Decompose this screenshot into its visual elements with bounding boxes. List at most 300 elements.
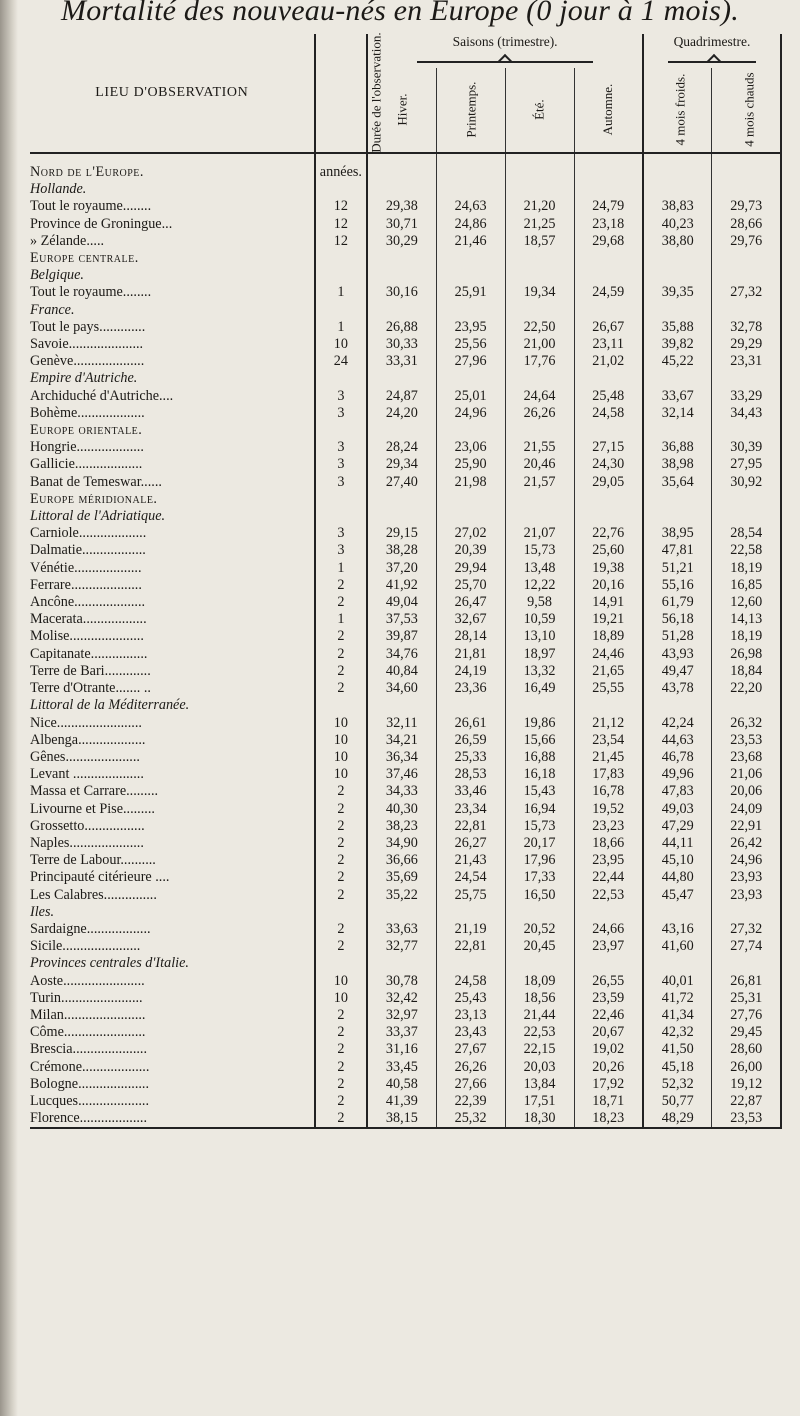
subgroup-row (30, 302, 781, 319)
location-name: Terre de Bari............. (30, 662, 151, 679)
value-cell: 46,78 (643, 749, 712, 766)
subgroup-heading: Empire d'Autriche. (30, 370, 138, 387)
saisons-brace (367, 54, 643, 68)
value-cell: 36,88 (643, 439, 712, 456)
table-row (30, 284, 781, 301)
duration-cell: 24 (315, 353, 368, 370)
location-name: Tout le pays............. (30, 318, 146, 335)
value-cell: 9,58 (505, 594, 574, 611)
value-cell: 32,97 (367, 1007, 436, 1024)
duration-cell: 2 (315, 594, 368, 611)
header-mois-froids-cell (643, 68, 712, 153)
value-cell: 27,95 (712, 456, 781, 473)
value-cell: 22,58 (712, 542, 781, 559)
table-row (30, 818, 781, 835)
table-row (30, 439, 781, 456)
table-row (30, 749, 781, 766)
value-cell: 24,86 (436, 216, 505, 233)
location-name: Genève.................... (30, 353, 145, 370)
value-cell: 23,97 (574, 938, 643, 955)
value-cell: 18,19 (712, 628, 781, 645)
value-cell: 27,32 (712, 284, 781, 301)
value-cell: 16,88 (505, 749, 574, 766)
value-cell: 27,02 (436, 525, 505, 542)
value-cell: 17,51 (505, 1093, 574, 1110)
value-cell: 32,67 (436, 611, 505, 628)
table-row (30, 715, 781, 732)
duration-cell: 2 (315, 577, 368, 594)
value-cell: 19,38 (574, 560, 643, 577)
value-cell: 28,24 (367, 439, 436, 456)
duration-cell: 2 (315, 1093, 368, 1110)
value-cell: 50,77 (643, 1093, 712, 1110)
location-name: Gallicie................... (30, 456, 143, 473)
value-cell: 19,34 (505, 284, 574, 301)
table-row (30, 336, 781, 353)
value-cell: 21,20 (505, 198, 574, 215)
value-cell: 21,46 (436, 233, 505, 250)
value-cell: 30,92 (712, 474, 781, 491)
location-name: Ancône.................... (30, 594, 146, 611)
value-cell: 24,19 (436, 663, 505, 680)
value-cell: 29,05 (574, 474, 643, 491)
header-hiver: Hiver. (394, 93, 410, 126)
table-row (30, 973, 781, 990)
value-cell: 25,56 (436, 336, 505, 353)
subgroup-row (30, 697, 781, 714)
table-row (30, 1110, 781, 1128)
value-cell: 45,10 (643, 852, 712, 869)
table-row (30, 1059, 781, 1076)
value-cell: 25,01 (436, 388, 505, 405)
value-cell: 16,85 (712, 577, 781, 594)
location-name: Milan....................... (30, 1006, 146, 1023)
header-mois-chauds-cell (712, 68, 781, 153)
table-row (30, 1007, 781, 1024)
header-duree-cell (315, 32, 384, 153)
value-cell: 45,47 (643, 887, 712, 904)
value-cell: 33,37 (367, 1024, 436, 1041)
value-cell: 18,30 (505, 1110, 574, 1128)
value-cell: 24,46 (574, 646, 643, 663)
subgroup-row (30, 267, 781, 284)
value-cell: 25,31 (712, 990, 781, 1007)
value-cell: 32,14 (643, 405, 712, 422)
value-cell: 39,87 (367, 628, 436, 645)
value-cell: 15,43 (505, 783, 574, 800)
value-cell: 47,29 (643, 818, 712, 835)
value-cell: 20,06 (712, 783, 781, 800)
location-name: Les Calabres............... (30, 886, 157, 903)
value-cell: 18,57 (505, 233, 574, 250)
value-cell: 18,66 (574, 835, 643, 852)
value-cell: 51,21 (643, 560, 712, 577)
value-cell: 29,76 (712, 233, 781, 250)
duration-cell: 12 (315, 216, 368, 233)
value-cell: 21,06 (712, 766, 781, 783)
value-cell: 40,23 (643, 216, 712, 233)
value-cell: 22,15 (505, 1041, 574, 1058)
location-name: Vénétie................... (30, 559, 142, 576)
value-cell: 15,66 (505, 732, 574, 749)
value-cell: 21,07 (505, 525, 574, 542)
value-cell: 20,03 (505, 1059, 574, 1076)
table-row (30, 646, 781, 663)
table-row (30, 577, 781, 594)
duration-cell: 2 (315, 628, 368, 645)
location-name: » Zélande..... (30, 232, 105, 249)
value-cell: 38,23 (367, 818, 436, 835)
value-cell: 42,32 (643, 1024, 712, 1041)
value-cell: 25,91 (436, 284, 505, 301)
value-cell: 26,81 (712, 973, 781, 990)
value-cell: 49,96 (643, 766, 712, 783)
duration-cell: 2 (315, 783, 368, 800)
header-mois-froids: 4 mois froids. (672, 73, 688, 146)
value-cell: 20,46 (505, 456, 574, 473)
value-cell: 24,30 (574, 456, 643, 473)
value-cell: 23,95 (436, 319, 505, 336)
location-name: Lucques.................... (30, 1092, 150, 1109)
value-cell: 21,98 (436, 474, 505, 491)
table-row (30, 216, 781, 233)
value-cell: 13,48 (505, 560, 574, 577)
value-cell: 32,42 (367, 990, 436, 1007)
value-cell: 19,02 (574, 1041, 643, 1058)
table-row (30, 594, 781, 611)
header-mois-chauds: 4 mois chauds (742, 72, 758, 147)
value-cell: 42,24 (643, 715, 712, 732)
table-row (30, 233, 781, 250)
table-row (30, 835, 781, 852)
value-cell: 24,96 (712, 852, 781, 869)
table-row (30, 1093, 781, 1110)
value-cell: 21,19 (436, 921, 505, 938)
value-cell: 18,56 (505, 990, 574, 1007)
value-cell: 22,39 (436, 1093, 505, 1110)
value-cell: 14,91 (574, 594, 643, 611)
value-cell: 41,50 (643, 1041, 712, 1058)
location-name: Livourne et Pise......... (30, 800, 155, 817)
duration-cell (315, 302, 368, 319)
value-cell: 44,80 (643, 869, 712, 886)
value-cell: 21,12 (574, 715, 643, 732)
value-cell: 20,39 (436, 542, 505, 559)
location-name: Turin....................... (30, 989, 143, 1006)
value-cell: 26,88 (367, 319, 436, 336)
value-cell: 30,71 (367, 216, 436, 233)
value-cell: 23,93 (712, 869, 781, 886)
value-cell: 20,16 (574, 577, 643, 594)
value-cell: 51,28 (643, 628, 712, 645)
duration-cell: 2 (315, 869, 368, 886)
value-cell: 18,19 (712, 560, 781, 577)
value-cell: 25,60 (574, 542, 643, 559)
duration-cell (315, 250, 368, 267)
value-cell: 45,22 (643, 353, 712, 370)
value-cell: 31,16 (367, 1041, 436, 1058)
value-cell: 38,15 (367, 1110, 436, 1128)
table-row (30, 353, 781, 370)
table-row (30, 1076, 781, 1093)
region-heading: Nord de l'Europe. (30, 164, 144, 180)
subgroup-heading: Belgique. (30, 267, 84, 284)
table-row (30, 801, 781, 818)
value-cell: 25,55 (574, 680, 643, 697)
value-cell: 35,64 (643, 474, 712, 491)
duration-cell: 10 (315, 766, 368, 783)
value-cell: 18,97 (505, 646, 574, 663)
value-cell: 21,45 (574, 749, 643, 766)
table-row (30, 887, 781, 904)
value-cell: 10,59 (505, 611, 574, 628)
duration-cell: 2 (315, 938, 368, 955)
value-cell: 30,29 (367, 233, 436, 250)
value-cell: 40,01 (643, 973, 712, 990)
value-cell: 29,73 (712, 198, 781, 215)
value-cell: 32,77 (367, 938, 436, 955)
value-cell: 28,54 (712, 525, 781, 542)
location-name: Gênes..................... (30, 748, 140, 765)
value-cell: 35,22 (367, 887, 436, 904)
region-heading: Europe orientale. (30, 422, 143, 439)
value-cell: 26,00 (712, 1059, 781, 1076)
duration-cell: 12 (315, 233, 368, 250)
value-cell: 33,67 (643, 388, 712, 405)
duration-cell: 3 (315, 474, 368, 491)
location-name: Bologne.................... (30, 1075, 150, 1092)
duration-cell: 2 (315, 1007, 368, 1024)
location-name: Levant .................... (30, 766, 144, 783)
value-cell: 21,02 (574, 353, 643, 370)
value-cell: 20,67 (574, 1024, 643, 1041)
value-cell: 37,20 (367, 560, 436, 577)
value-cell: 19,86 (505, 715, 574, 732)
value-cell: 23,54 (574, 732, 643, 749)
value-cell: 40,84 (367, 663, 436, 680)
location-name: Ferrare.................... (30, 576, 142, 593)
region-row (30, 250, 781, 267)
value-cell: 16,94 (505, 801, 574, 818)
value-cell: 23,13 (436, 1007, 505, 1024)
subgroup-row (30, 955, 781, 972)
value-cell: 13,10 (505, 628, 574, 645)
value-cell: 28,60 (712, 1041, 781, 1058)
table-row (30, 663, 781, 680)
value-cell: 26,59 (436, 732, 505, 749)
region-row (30, 164, 781, 181)
value-cell: 17,96 (505, 852, 574, 869)
value-cell: 26,61 (436, 715, 505, 732)
value-cell: 27,66 (436, 1076, 505, 1093)
table-row (30, 869, 781, 886)
value-cell: 49,04 (367, 594, 436, 611)
duration-cell: 3 (315, 542, 368, 559)
duration-cell (315, 491, 368, 508)
page-title: Mortalité des nouveau-nés en Europe (0 jour à 1 mois). (61, 0, 739, 27)
location-name: Tout le royaume........ (30, 198, 152, 215)
value-cell: 34,60 (367, 680, 436, 697)
duration-cell: 2 (315, 646, 368, 663)
location-name: Savoie..................... (30, 336, 144, 353)
value-cell: 24,58 (436, 973, 505, 990)
value-cell: 33,63 (367, 921, 436, 938)
duration-cell: 2 (315, 1076, 368, 1093)
table-row (30, 732, 781, 749)
duration-cell: 2 (315, 801, 368, 818)
value-cell: 21,00 (505, 336, 574, 353)
value-cell: 21,43 (436, 852, 505, 869)
location-name: Banat de Temeswar...... (30, 473, 162, 490)
value-cell: 34,43 (712, 405, 781, 422)
header-lieu: LIEU D'OBSERVATION (30, 34, 315, 153)
value-cell: 49,03 (643, 801, 712, 818)
duration-cell (315, 697, 368, 714)
value-cell: 24,09 (712, 801, 781, 818)
value-cell: 44,63 (643, 732, 712, 749)
duration-cell: 2 (315, 835, 368, 852)
value-cell: 12,60 (712, 594, 781, 611)
value-cell: 22,53 (505, 1024, 574, 1041)
value-cell: 27,40 (367, 474, 436, 491)
value-cell: 19,21 (574, 611, 643, 628)
value-cell: 26,27 (436, 835, 505, 852)
duration-cell: 1 (315, 611, 368, 628)
location-name: Aoste....................... (30, 972, 145, 989)
value-cell: 35,69 (367, 869, 436, 886)
subgroup-row (30, 904, 781, 921)
subgroup-heading: France. (30, 301, 75, 318)
table-row (30, 611, 781, 628)
header-ete-cell (505, 68, 574, 153)
value-cell: 26,98 (712, 646, 781, 663)
table-body (30, 153, 781, 1129)
value-cell: 16,18 (505, 766, 574, 783)
value-cell: 33,45 (367, 1059, 436, 1076)
value-cell: 26,42 (712, 835, 781, 852)
value-cell: 30,16 (367, 284, 436, 301)
value-cell: 22,46 (574, 1007, 643, 1024)
value-cell: 21,44 (505, 1007, 574, 1024)
value-cell: 24,87 (367, 388, 436, 405)
value-cell: 22,76 (574, 525, 643, 542)
value-cell: 23,34 (436, 801, 505, 818)
value-cell: 27,74 (712, 938, 781, 955)
duration-cell: 3 (315, 525, 368, 542)
value-cell: 25,70 (436, 577, 505, 594)
value-cell: 29,38 (367, 198, 436, 215)
value-cell: 55,16 (643, 577, 712, 594)
table-row (30, 628, 781, 645)
value-cell: 41,34 (643, 1007, 712, 1024)
value-cell: 23,95 (574, 852, 643, 869)
duration-cell: 10 (315, 749, 368, 766)
value-cell: 33,46 (436, 783, 505, 800)
value-cell: 22,53 (574, 887, 643, 904)
table-bottom-rule (30, 1128, 781, 1129)
table-row (30, 525, 781, 542)
location-name: Dalmatie.................. (30, 542, 146, 559)
value-cell: 24,63 (436, 198, 505, 215)
value-cell: 30,33 (367, 336, 436, 353)
duration-cell: 2 (315, 680, 368, 697)
table-row (30, 1041, 781, 1058)
value-cell: 28,66 (712, 216, 781, 233)
value-cell: 48,29 (643, 1110, 712, 1128)
value-cell: 30,39 (712, 439, 781, 456)
value-cell: 35,88 (643, 319, 712, 336)
value-cell: 27,32 (712, 921, 781, 938)
value-cell: 15,73 (505, 542, 574, 559)
table-row (30, 852, 781, 869)
value-cell: 14,13 (712, 611, 781, 628)
value-cell: 13,84 (505, 1076, 574, 1093)
value-cell: 21,65 (574, 663, 643, 680)
subgroup-row (30, 508, 781, 525)
location-name: Naples..................... (30, 834, 144, 851)
value-cell: 38,95 (643, 525, 712, 542)
duration-cell: 1 (315, 319, 368, 336)
value-cell: 24,96 (436, 405, 505, 422)
location-name: Macerata.................. (30, 611, 147, 628)
value-cell: 32,78 (712, 319, 781, 336)
value-cell: 25,48 (574, 388, 643, 405)
subgroup-heading: Littoral de l'Adriatique. (30, 508, 166, 525)
table-row (30, 474, 781, 491)
value-cell: 24,20 (367, 405, 436, 422)
value-cell: 22,91 (712, 818, 781, 835)
header-duree: Durée de l'observation. (368, 32, 384, 153)
location-name: Tout le royaume........ (30, 284, 152, 301)
value-cell: 19,12 (712, 1076, 781, 1093)
duration-cell: 10 (315, 732, 368, 749)
location-name: Terre de Labour.......... (30, 852, 156, 869)
location-name: Sicile...................... (30, 938, 141, 955)
region-row (30, 422, 781, 439)
value-cell: 23,68 (712, 749, 781, 766)
table-row (30, 783, 781, 800)
value-cell: 16,49 (505, 680, 574, 697)
location-name: Massa et Carrare......... (30, 783, 159, 800)
value-cell: 21,57 (505, 474, 574, 491)
table-row (30, 1024, 781, 1041)
value-cell: 24,54 (436, 869, 505, 886)
table-row (30, 560, 781, 577)
value-cell: 52,32 (643, 1076, 712, 1093)
table-row (30, 388, 781, 405)
value-cell: 15,73 (505, 818, 574, 835)
value-cell: 13,32 (505, 663, 574, 680)
table-row (30, 456, 781, 473)
value-cell: 61,79 (643, 594, 712, 611)
value-cell: 22,20 (712, 680, 781, 697)
value-cell: 23,93 (712, 887, 781, 904)
value-cell: 29,29 (712, 336, 781, 353)
value-cell: 29,15 (367, 525, 436, 542)
value-cell: 18,23 (574, 1110, 643, 1128)
subgroup-heading: Littoral de la Méditerranée. (30, 697, 190, 714)
value-cell: 19,52 (574, 801, 643, 818)
duration-cell: 2 (315, 852, 368, 869)
location-name: Molise..................... (30, 628, 144, 645)
duration-cell (315, 955, 368, 972)
duration-cell: 12 (315, 198, 368, 215)
value-cell: 22,44 (574, 869, 643, 886)
value-cell: 23,36 (436, 680, 505, 697)
value-cell: 20,26 (574, 1059, 643, 1076)
location-name: Capitanate................ (30, 645, 148, 662)
value-cell: 37,46 (367, 766, 436, 783)
